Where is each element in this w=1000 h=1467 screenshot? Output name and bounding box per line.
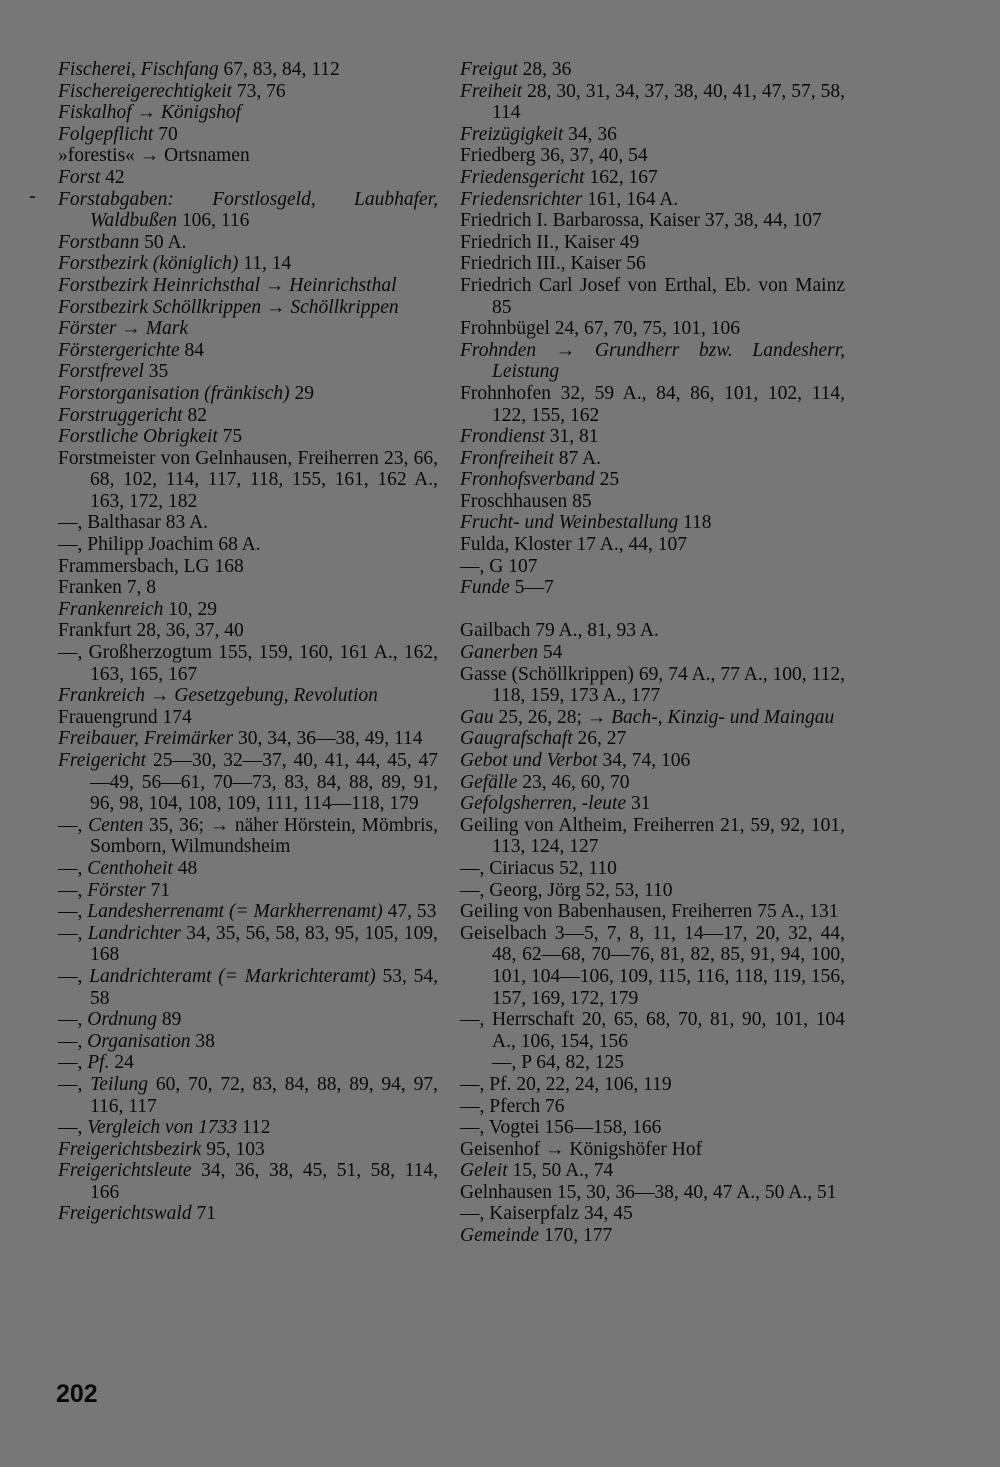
index-entry-text: Froschhausen 85 [460,490,592,512]
index-entry [460,1009,845,1052]
index-entry-text: Fischereigerechtigkeit [58,80,232,102]
index-entry-text: Geiling von Altheim, Freiherren 21, 59, 92, 101, 113, 124, 127 [460,814,845,858]
index-entry-text: —, [58,879,88,901]
index-entry-text: Gau [460,706,494,728]
index-entry [58,815,438,858]
index-entry-text: 82 [182,404,207,426]
index-entry-text: 60, 70, 72, 83, 84, 88, 89, 94, 97, 116, 117 [90,1073,439,1117]
index-entry-text: —, Georg, Jörg 52, 53, 110 [460,879,673,901]
index-entry [460,556,845,578]
index-entry-text: Landrichter [87,922,181,944]
index-entry-text: 71 [191,1203,216,1225]
index-entry [58,534,438,556]
index-entry [460,124,845,146]
index-entry-text: Fronhofsverband [460,469,595,491]
index-entry-text: 5—7 [509,577,554,599]
index-entry-text: Friedensrichter [460,188,583,210]
index-entry-text: Mark [145,318,188,340]
index-entry-text: → [536,339,595,361]
index-entry-text: Forstliche Obrigkeit [58,426,218,448]
index-entry [460,577,845,599]
index-entry-text: —, Herrschaft 20, 65, 68, 70, 81, 90, 101, 104 A., 106, 154, 156 [460,1009,845,1052]
index-entry-text: Förstergerichte [58,339,180,361]
index-entry-text: —, [58,1117,88,1139]
index-entry [460,232,845,254]
index-entry [58,858,438,880]
index-entry [460,469,845,491]
index-entry-text: Schöllkrippen [290,296,399,318]
index-entry [58,923,438,966]
index-entry-text: 29 [289,382,315,404]
index-entry-text: —, [58,857,88,879]
index-entry [460,880,845,902]
index-entry-text: 25—30, 32—37, 40, 41, 44, 45, 47—49, 56—61, 70—73, 83, 84, 88, 89, 91, 96, 98, 104, 108, 109, 111, 114—118, 179 [90,750,438,815]
index-entry [460,750,845,772]
index-entry [460,772,845,794]
index-entry-text: 23, 46, 60, 70 [517,771,630,793]
index-entry-text: Centhoheit [87,857,173,879]
index-entry-text: Frohnbügel 24, 67, 70, 75, 101, 106 [460,318,741,340]
index-entry-text: Funde [460,577,510,599]
stray-mark [30,196,35,198]
index-entry-text: Geiling von Babenhausen, Freiherren 75 A., 131 [460,901,839,923]
index-entry-text: Freigericht [58,750,147,771]
index-entry-text: Freibauer, Freimärker [58,728,234,750]
index-entry-text: Forstorganisation (fränkisch) [58,382,290,404]
index-entry [460,1139,845,1161]
index-entry-text: 42 [100,166,125,188]
index-entry-text: 84 [179,339,205,361]
index-entry-text: —, [58,814,89,836]
index-entry-text: Frankenreich [58,598,164,620]
index-entry-text: Frammersbach, LG 168 [58,555,244,577]
index-entry-text: Fronfreiheit [460,447,554,469]
index-entry [58,901,438,923]
index-entry [460,512,845,534]
index-entry [460,426,845,448]
index-entry-text: Gailbach 79 A., 81, 93 A. [460,620,659,642]
index-entry-text: → [145,685,175,707]
index-entry-text: Forstbann [58,231,140,253]
index-entry-text: Freigerichtswald [58,1203,192,1225]
index-entry-text: 161, 164 A. [582,188,679,210]
index-entry-text: → [116,318,146,340]
index-entry-text: Organisation [87,1030,191,1052]
index-entry [460,318,845,340]
index-entry-text: —, [58,922,88,944]
index-entry-text: 162, 167 [584,166,658,188]
index-entry-text: —, Pferch 76 [460,1095,565,1117]
index-entry-text: Folgepflicht [58,123,154,145]
index-entry-text: 34, 35, 56, 58, 83, 95, 105, 109, 168 [90,922,438,966]
index-entry-text: Förster [58,318,117,340]
index-entry-text: Gesetzgebung, Revolution [174,685,378,707]
index-entry [58,685,438,707]
index-entry-text: Forstruggericht [58,404,183,426]
index-entry-text: Frohnhofen 32, 59 A., 84, 86, 101, 102, 114, 122, 155, 162 [460,382,845,426]
index-entry-text: Freiheit [460,80,523,102]
index-entry [58,81,438,103]
index-entry [460,253,845,275]
index-entry-text: Frankreich [58,685,145,707]
index-entry [58,599,438,621]
index-entry [58,728,438,750]
index-entry-text: 95, 103 [201,1138,265,1160]
index-entry [460,1225,845,1247]
index-entry [460,167,845,189]
index-entry-text: Gebot und Verbot [460,750,598,771]
index-entry-text: Frohnden [460,339,537,361]
index-entry [460,340,845,383]
index-entry-text: Grundherr bzw. Landesherr, Leistung [492,339,845,383]
index-entry-text: Friedrich III., Kaiser 56 [460,253,646,275]
index-entry-text: Franken 7, 8 [58,577,157,599]
index-entry-text: 31 [626,793,651,815]
index-entry [58,750,438,815]
index-entry [460,145,845,167]
index-entry-text: Heinrichsthal [289,274,397,296]
index-entry-text: Fischerei, Fischfang [58,59,219,80]
index-entry-text: Gelnhausen 15, 30, 36—38, 40, 47 A., 50 A., 51 [460,1181,837,1203]
index-entry [460,815,845,858]
index-entry-text: Forstbezirk Schöllkrippen [58,296,262,318]
index-entry-text: 170, 177 [539,1225,613,1247]
index-entry [460,81,845,124]
index-entry-text: Vergleich von 1733 [87,1117,238,1139]
index-entry [58,59,438,81]
index-entry-text: Forstfrevel [58,361,144,383]
index-entry [58,340,438,362]
index-entry-text: 67, 83, 84, 112 [218,59,340,80]
index-entry-text: Forstabgaben: Forstlosgeld, Laubhafer, Waldbußen [58,188,438,232]
index-entry-text: 28, 30, 31, 34, 37, 38, 40, 41, 47, 57, 58, 114 [492,80,845,124]
index-entry [58,318,438,340]
index-entry [460,1160,845,1182]
index-entry-text: Gaugrafschaft [460,728,573,750]
index-entry [58,577,438,599]
index-entry [460,1096,845,1118]
index-entry [460,1117,845,1139]
index-entry [58,556,438,578]
index-entry-text: 26, 27 [572,728,627,750]
index-entry-text: Friedensgericht [460,166,585,188]
index-entry-text: Fiskalhof [58,102,132,124]
index-entry-text: → [261,296,291,318]
index-entry-text: 112 [237,1117,271,1139]
index-entry-text: Gemeinde [460,1225,540,1247]
index-entry [460,1203,845,1225]
index-entry-text: —, P 64, 82, 125 [492,1052,624,1074]
index-entry [460,189,845,211]
index-entry [58,1203,438,1225]
index-column-right [460,59,845,1247]
index-entry-text: Freigut [460,59,518,80]
index-entry [460,707,845,729]
index-entry-text: —, Ciriacus 52, 110 [460,857,617,879]
index-entry-text: Gefolgsherren, -leute [460,793,627,815]
index-entry-text: Geleit [460,1160,508,1182]
index-entry [460,923,845,1009]
index-entry-text: 118 [678,512,712,534]
index-entry [58,448,438,513]
index-entry [58,707,438,729]
index-entry [58,145,438,167]
index-entry-text: 38 [190,1030,215,1052]
index-entry [58,1009,438,1031]
index-entry-text: —, [58,965,90,987]
index-entry [58,167,438,189]
index-entry [58,426,438,448]
index-entry-text: —, G 107 [460,555,538,577]
index-entry [58,297,438,319]
index-entry-text: 106, 116 [177,210,250,232]
index-entry-text: Friedrich Carl Josef von Erthal, Eb. von Mainz 85 [460,274,845,318]
index-entry-text: 10, 29 [163,598,218,620]
index-entry [58,1052,438,1074]
index-entry [58,512,438,534]
index-entry [460,210,845,232]
index-entry [58,1117,438,1139]
index-entry-text: Gefälle [460,771,518,793]
index-entry-text: Gasse (Schöllkrippen) 69, 74 A., 77 A., 100, 112, 118, 159, 173 A., 177 [460,663,845,707]
index-entry-text: Freigerichtsbezirk [58,1138,202,1160]
index-entry [460,1182,845,1204]
index-entry [58,1031,438,1053]
index-entry-text: Forstbezirk (königlich) [58,253,239,275]
index-entry-text: → [260,274,290,296]
index-entry-text: 87 A. [553,447,602,469]
index-entry-text: —, Großherzogtum 155, 159, 160, 161 A., 162, 163, 165, 167 [58,642,438,685]
index-entry [58,383,438,405]
index-entry [460,620,845,642]
index-entry-text: —, [58,1009,88,1031]
index-entry-text: 71 [145,879,171,901]
index-entry-text: Landrichteramt (= Markrichteramt) [89,965,376,987]
section-gap [460,599,845,621]
index-entry [460,534,845,556]
index-entry [460,858,845,880]
index-entry-text: Ordnung [87,1009,157,1031]
index-entry-text: —, Philipp Joachim 68 A. [58,534,261,556]
index-entry-text: Forstmeister von Gelnhausen, Freiherren 23, 66, 68, 102, 114, 117, 118, 155, 161, 162 A., 163, 172, 182 [58,447,438,512]
index-entry [460,275,845,318]
index-entry [58,124,438,146]
index-entry-text: 28, 36 [517,59,572,80]
index-entry-text: 34, 36, 38, 45, 51, 58, 114, 166 [90,1160,438,1203]
index-entry [58,405,438,427]
index-entry [58,642,438,685]
index-entry-text: 34, 36 [563,123,617,145]
index-entry-text: 89 [156,1009,182,1031]
index-entry [460,491,845,513]
index-entry-text: —, [58,1052,88,1074]
index-entry-text: Friedrich II., Kaiser 49 [460,231,640,253]
index-entry-text: Frucht- und Weinbestallung [460,512,679,534]
index-entry [58,275,438,297]
index-entry [460,728,845,750]
index-entry-text: 75 [217,426,243,448]
index-column-left [58,59,438,1225]
index-entry [460,642,845,664]
index-entry [58,966,438,1009]
index-entry [58,102,438,124]
index-entry-text: 35 [143,361,169,383]
index-entry-text: Förster [87,879,146,901]
index-entry-text: 70 [153,123,178,145]
index-entry-text: Königshof [160,102,242,124]
index-entry-text: 47, 53 [382,901,437,923]
index-entry-text: 15, 50 A., 74 [507,1160,614,1182]
index-entry-text: —, [58,1030,88,1052]
index-entry-text: 30, 34, 36—38, 49, 114 [233,728,423,750]
index-entry-text: Geisenhof → Königshöfer Hof [460,1138,703,1160]
index-entry-text: 50 A. [139,231,187,253]
index-entry-text: Friedberg 36, 37, 40, 54 [460,145,648,167]
index-entry [460,664,845,707]
index-entry-text: —, [58,901,88,923]
index-entry-text: —, [58,1073,91,1095]
index-entry-text: → [131,102,161,124]
index-entry-text: Centen [88,814,144,836]
index-entry-text: Bach-, Kinzig- und Maingau [611,706,835,728]
index-entry-text: Freizügigkeit [460,123,564,145]
index-entry [460,1052,845,1074]
index-entry [58,1160,438,1203]
index-entry [460,59,845,81]
index-entry [58,253,438,275]
index-entry-text: Frondienst [460,426,545,448]
index-entry [58,1074,438,1117]
index-entry-text: —, Balthasar 83 A. [58,512,209,534]
index-entry-text: Freigerichtsleute [58,1160,192,1182]
index-entry [460,901,845,923]
index-entry-text: Landesherrenamt (= Markherrenamt) [87,901,383,923]
index-entry-text: Forst [58,166,101,188]
index-entry-text: Ganerben [460,642,538,664]
index-entry [58,620,438,642]
index-entry [58,361,438,383]
index-entry-text: —, Vogtei 156—158, 166 [460,1117,662,1139]
index-entry-text: 73, 76 [231,80,286,102]
index-entry-text: —, Kaiserpfalz 34, 45 [460,1203,633,1225]
index-entry-text: 24 [109,1052,134,1074]
index-entry [460,448,845,470]
index-entry-text: 25, 26, 28; → [493,706,612,728]
index-entry-text: »forestis« → Ortsnamen [58,145,250,167]
index-entry-text: 48 [172,857,198,879]
index-entry-text: Fulda, Kloster 17 A., 44, 107 [460,534,687,556]
index-entry-text: Forstbezirk Heinrichsthal [58,274,261,296]
index-entry [460,1074,845,1096]
index-entry-text: Geiselbach 3—5, 7, 8, 11, 14—17, 20, 32, 44, 48, 62—68, 70—76, 81, 82, 85, 91, 94, 100, 101, 104—106, 109, 115, 116, 118, 119, 156, 157, 169, 172, 179 [460,922,845,1009]
index-entry-text: 53, 54, 58 [90,965,438,1009]
index-entry-text: Frauengrund 174 [58,706,192,728]
index-entry [58,189,438,232]
index-entry-text: Pf. [87,1052,110,1074]
index-entry-text: Friedrich I. Barbarossa, Kaiser 37, 38, 44, 107 [460,210,822,232]
index-entry-text: 34, 74, 106 [597,750,691,771]
index-entry-text: Teilung [90,1073,149,1095]
index-entry [460,383,845,426]
index-entry-text: Frankfurt 28, 36, 37, 40 [58,620,244,642]
index-entry-text: 11, 14 [238,253,292,275]
index-entry-text: —, Pf. 20, 22, 24, 106, 119 [460,1073,672,1095]
index-entry [58,880,438,902]
index-entry-text: 54 [537,642,563,664]
index-entry-text: 25 [594,469,620,491]
page-number: 202 [56,1380,98,1408]
index-entry [58,1139,438,1161]
index-entry-text: 35, 36; → näher Hörstein, Mömbris, Somborn, Wilmundsheim [90,814,438,858]
index-entry-text: 31, 81 [544,426,599,448]
index-entry [58,232,438,254]
index-entry [460,793,845,815]
